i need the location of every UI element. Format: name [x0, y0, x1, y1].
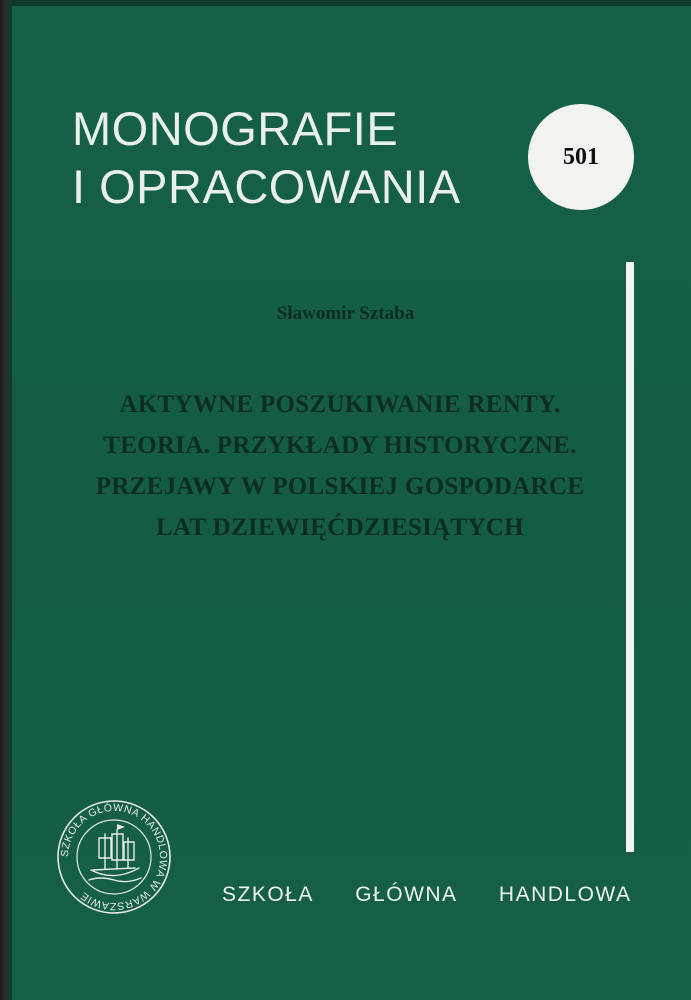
seal-text: SZKOŁA GŁÓWNA HANDLOWA W WARSZAWIE — [58, 801, 170, 913]
svg-text:SZKOŁA GŁÓWNA HANDLOWA W WARSZ — [59, 801, 169, 912]
series-title — [72, 100, 512, 216]
publisher-word-1: SZKOŁA — [222, 883, 314, 906]
series-title-line-1: MONOGRAFIE — [72, 102, 399, 155]
series-number: 501 — [563, 143, 599, 170]
ship-seal-icon — [55, 798, 173, 916]
vertical-rule — [626, 262, 634, 852]
publisher-name — [222, 883, 631, 907]
book-title-line-3: PRZEJAWY W POLSKIEJ GOSPODARCE — [95, 473, 585, 500]
author-name: Sławomir Sztaba — [276, 303, 415, 324]
cover-left-edge — [0, 0, 12, 1000]
publisher-word-3: HANDLOWA — [498, 883, 632, 906]
book-title-line-2: TEORIA. PRZYKŁADY HISTORYCZNE. — [103, 432, 577, 459]
book-title — [60, 384, 620, 548]
series-title-line-2: I OPRACOWANIA — [72, 160, 461, 213]
series-number-badge — [528, 104, 634, 210]
publisher-word-2: GŁÓWNA — [355, 883, 458, 906]
cover-top-edge — [0, 0, 691, 6]
book-title-line-4: LAT DZIEWIĘĆDZIESIĄTYCH — [156, 514, 524, 541]
book-title-line-1: AKTYWNE POSZUKIWANIE RENTY. — [119, 391, 561, 418]
